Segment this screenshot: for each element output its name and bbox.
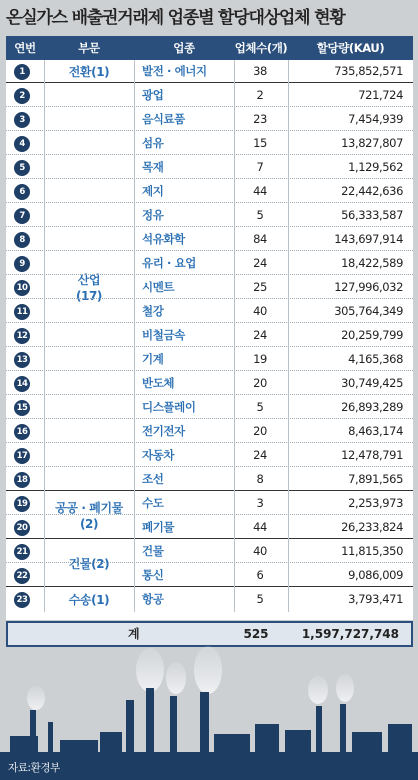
total-count: 525 [243,627,269,641]
table-row [6,324,413,347]
table-row [6,468,413,491]
table-row [6,420,413,443]
allocation-amount: 12,478,791 [341,448,403,462]
industry-name: 조선 [142,472,164,486]
sector-label-line: (17) [75,289,103,303]
table-row [6,492,413,515]
sector-label-line: (2) [79,517,99,531]
industry-name: 반도체 [142,376,175,390]
allocation-amount: 1,129,562 [348,160,403,174]
allocation-amount: 26,893,289 [341,400,403,414]
company-count: 40 [253,544,267,558]
allocation-amount: 305,764,349 [334,304,403,318]
row-number-badge: 6 [14,184,30,200]
industry-name: 정유 [142,208,164,222]
company-count: 15 [253,136,267,150]
company-count: 19 [253,352,267,366]
header-sector: 부문 [78,41,100,55]
industry-name: 전기전자 [142,424,185,438]
industry-name: 발전 · 에너지 [142,64,207,78]
table-row [6,276,413,299]
allocation-amount: 7,454,939 [348,112,403,126]
allocation-table [6,36,413,620]
table-row [6,228,413,251]
industry-name: 음식료품 [142,112,185,126]
factory-skyline-illustration [0,640,418,780]
allocation-amount: 7,891,565 [348,472,403,486]
company-count: 2 [256,88,264,102]
company-count: 23 [253,112,267,126]
allocation-amount: 22,442,636 [341,184,403,198]
allocation-amount: 4,165,368 [348,352,403,366]
table-body [6,60,413,620]
row-number-badge: 4 [14,136,30,152]
company-count: 5 [256,208,264,222]
allocation-amount: 735,852,571 [334,64,403,78]
table-row [6,204,413,227]
industry-name: 폐기물 [142,520,175,534]
row-number-badge: 11 [14,304,30,320]
industry-name: 섬유 [142,136,164,150]
allocation-amount: 56,333,587 [341,208,403,222]
table-row [6,60,413,83]
company-count: 20 [253,424,267,438]
company-count: 6 [256,568,264,582]
table-row [6,444,413,467]
industry-name: 건물 [142,544,164,558]
company-count: 38 [253,64,267,78]
industry-name: 수도 [142,496,164,510]
industry-name: 유리 · 요업 [142,256,197,270]
table-row [6,156,413,179]
row-number-badge: 16 [14,424,30,440]
industry-name: 석유화학 [142,232,185,246]
row-number-badge: 18 [14,472,30,488]
company-count: 3 [256,496,264,510]
allocation-amount: 9,086,009 [348,568,403,582]
row-number-badge: 19 [14,496,30,512]
industry-name: 기계 [142,352,164,366]
company-count: 8 [256,472,264,486]
row-number-badge: 1 [14,64,30,80]
allocation-amount: 30,749,425 [341,376,403,390]
allocation-amount: 20,259,799 [341,328,403,342]
row-number-badge: 20 [14,520,30,536]
allocation-amount: 2,253,973 [348,496,403,510]
company-count: 40 [253,304,267,318]
table-row [6,132,413,155]
column-divider [134,60,135,612]
row-number-badge: 5 [14,160,30,176]
table-row [6,84,413,107]
company-count: 44 [253,520,267,534]
company-count: 7 [256,160,264,174]
allocation-amount: 721,724 [358,88,403,102]
allocation-amount: 11,815,350 [341,544,403,558]
source-credit: 자료:환경부 [8,762,60,774]
company-count: 24 [253,448,267,462]
table-row [6,372,413,395]
industry-name: 시멘트 [142,280,175,294]
allocation-amount: 8,463,174 [348,424,403,438]
table-row [6,396,413,419]
industry-name: 디스플레이 [142,400,196,414]
sector-label-line: 전환(1) [68,65,110,79]
table-row [6,108,413,131]
industry-name: 제지 [142,184,164,198]
row-number-badge: 14 [14,376,30,392]
row-number-badge: 12 [14,328,30,344]
table-row [6,300,413,323]
table-row [6,564,413,587]
table-row [6,516,413,539]
company-count: 5 [256,592,264,606]
row-number-badge: 10 [14,280,30,296]
company-count: 24 [253,256,267,270]
table-row [6,588,413,611]
allocation-amount: 3,793,471 [348,592,403,606]
table-row [6,180,413,203]
company-count: 44 [253,184,267,198]
row-number-badge: 15 [14,400,30,416]
sector-label-line: 산업 [77,273,101,287]
industry-name: 광업 [142,88,164,102]
column-divider [234,60,235,612]
table-row [6,348,413,371]
company-count: 20 [253,376,267,390]
column-divider [44,60,45,612]
allocation-amount: 13,827,807 [341,136,403,150]
sector-label-line: 수송(1) [68,593,110,607]
industry-name: 비철금속 [142,328,185,342]
table-header [6,36,413,60]
industry-name: 자동차 [142,448,175,462]
header-industry: 업종 [173,41,195,55]
page-title: 온실가스 배출권거래제 업종별 할당대상업체 현황 [6,8,345,28]
row-number-badge: 21 [14,544,30,560]
table-row [6,252,413,275]
company-count: 24 [253,328,267,342]
industry-name: 목재 [142,160,164,174]
table-row [6,540,413,563]
company-count: 25 [253,280,267,294]
industry-name: 통신 [142,568,164,582]
row-number-badge: 8 [14,232,30,248]
sector-label-line: 공공 · 폐기물 [55,501,123,515]
company-count: 5 [256,400,264,414]
row-number-badge: 2 [14,88,30,104]
allocation-amount: 127,996,032 [334,280,403,294]
company-count: 84 [253,232,267,246]
sector-label-line: 건물(2) [68,557,110,571]
row-number-badge: 17 [14,448,30,464]
row-number-badge: 22 [14,568,30,584]
total-label: 계 [128,627,140,641]
industry-name: 철강 [142,304,164,318]
allocation-amount: 143,697,914 [334,232,403,246]
row-number-badge: 3 [14,112,30,128]
row-number-badge: 7 [14,208,30,224]
row-number-badge: 23 [14,592,30,608]
row-number-badge: 13 [14,352,30,368]
row-number-badge: 9 [14,256,30,272]
allocation-amount: 18,422,589 [341,256,403,270]
column-divider [288,60,289,612]
total-amount: 1,597,727,748 [301,627,399,641]
allocation-amount: 26,233,824 [341,520,403,534]
header-count: 업체수(개) [234,41,288,55]
industry-name: 항공 [142,592,164,606]
header-no: 연번 [14,41,36,55]
header-amount: 할당량(KAU) [316,41,385,55]
